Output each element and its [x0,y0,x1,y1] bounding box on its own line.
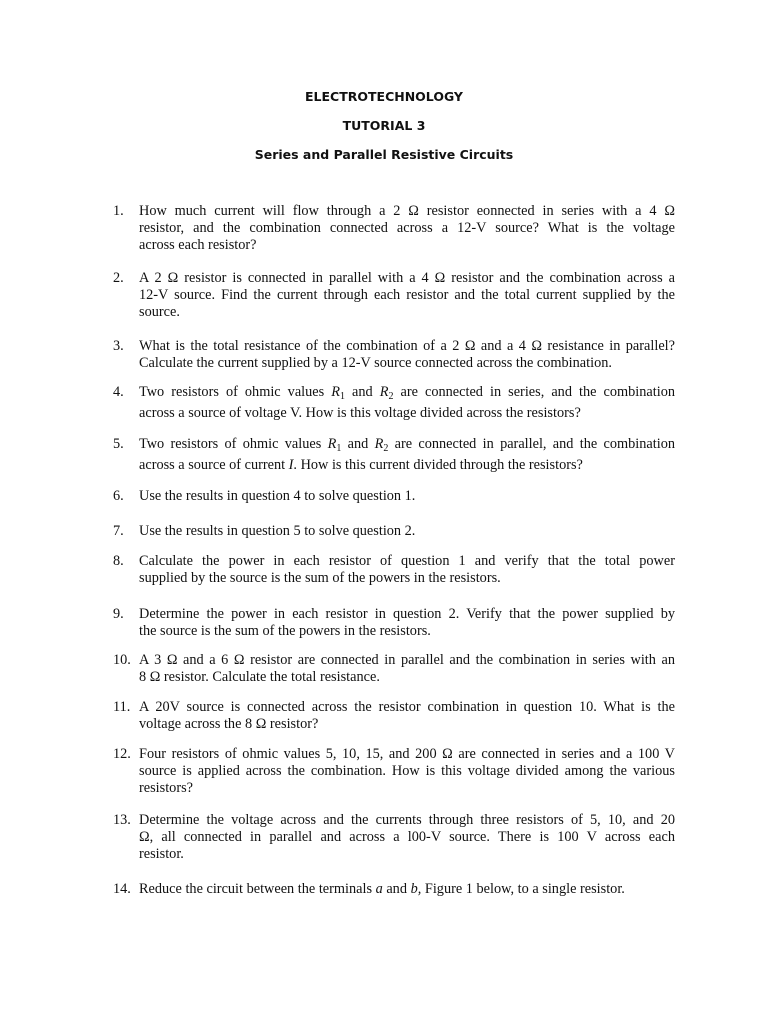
question-line: Use the results in question 5 to solve question 2. [139,523,416,539]
question-line: source is applied across the combination. How is this voltage divided among the various [139,763,675,779]
question-line: Four resistors of ohmic values 5, 10, 15, and 200 Ω are connected in series and a 100 V [139,746,675,762]
question-line [139,384,675,405]
question-line: A 2 Ω resistor is connected in parallel with a 4 Ω resistor and the combination across a [139,270,675,286]
question-text: are connected in parallel, and the combination [388,436,676,452]
question-number: 13. [113,812,131,828]
question-line [139,457,675,474]
question-4 [113,384,675,422]
question-line: Ω, all connected in parallel and across a l00-V source. There is 100 V across each [139,829,675,845]
question-line: resistors? [139,780,193,796]
question-text: Figure 1 below, to a single resistor. [421,881,625,897]
question-number: 1. [113,203,124,219]
question-number: 5. [113,436,124,452]
question-number: 6. [113,488,124,504]
current-symbol: I [288,457,294,473]
document-subtitle: TUTORIAL 3 [342,118,426,133]
terminal-a-label: a [375,881,383,897]
question-line: How much current will flow through a 2 Ω resistor eonnected in series with a 4 Ω [139,203,675,219]
question-line: Determine the voltage across and the currents through three resistors of 5, 10, and 20 [139,812,675,828]
question-text: are connected in series, and the combination [393,384,675,400]
question-number: 3. [113,338,124,354]
question-line: Determine the power in each resistor in question 2. Verify that the power supplied by [139,606,675,622]
question-number: 4. [113,384,124,400]
question-line: across each resistor? [139,237,257,253]
question-number: 14. [113,881,131,897]
question-text: across a source of current [139,457,289,473]
question-line: A 20V source is connected across the resistor combination in question 10. What is the [139,699,675,715]
question-line: resistor. [139,846,184,862]
question-1 [113,203,675,254]
question-3 [113,338,675,372]
question-11 [113,699,675,733]
question-12 [113,746,675,797]
question-line: Calculate the current supplied by a 12-V source connected across the combination. [139,355,612,371]
question-number: 9. [113,606,124,622]
document-topic: Series and Parallel Resistive Circuits [254,147,514,162]
question-number: 8. [113,553,124,569]
question-text: and [382,881,411,897]
question-line: Use the results in question 4 to solve question 1. [139,488,416,504]
question-line [139,436,675,457]
question-number: 7. [113,523,124,539]
question-text: Reduce the circuit between the terminals [139,881,376,897]
question-9 [113,606,675,640]
question-line: supplied by the source is the sum of the powers in the resistors. [139,570,501,586]
question-line: 8 Ω resistor. Calculate the total resistance. [139,669,380,685]
question-line: voltage across the 8 Ω resistor? [139,716,319,732]
question-number: 12. [113,746,131,762]
terminal-b-label: b, [410,881,422,897]
question-14 [113,881,675,898]
question-line: resistor, and the combination connected across a 12-V source? What is the voltage [139,220,675,236]
question-text: and [344,384,380,400]
question-line: Calculate the power in each resistor of question 1 and verify that the total power [139,553,675,569]
question-text: Two resistors of ohmic values [139,436,328,452]
question-2 [113,270,675,321]
question-7 [113,523,675,540]
resistor-symbol-r2: $R_2$ [374,436,389,454]
question-line: 12-V source. Find the current through each resistor and the total current supplied by the [139,287,675,303]
question-line [139,881,675,898]
question-5 [113,436,675,474]
resistor-symbol-r1: $R_1$ [331,384,345,402]
question-number: 10. [113,652,131,668]
question-text: Two resistors of ohmic values [139,384,332,400]
question-line: across a source of voltage V. How is this voltage divided across the resistors? [139,405,581,421]
question-number: 11. [113,699,131,715]
question-13 [113,812,675,863]
question-10 [113,652,675,686]
question-text: . How is this current divided through the resistors? [293,457,583,473]
question-8 [113,553,675,587]
question-6 [113,488,675,505]
question-line: What is the total resistance of the combination of a 2 Ω and a 4 Ω resistance in parallel? [139,338,675,354]
question-line: A 3 Ω and a 6 Ω resistor are connected in parallel and the combination in series with an [139,652,675,668]
document-title: ELECTROTECHNOLOGY [305,89,463,104]
resistor-symbol-r2: $R_2$ [379,384,394,402]
question-number: 2. [113,270,124,286]
question-text: and [341,436,375,452]
question-line: source. [139,304,180,320]
question-line: the source is the sum of the powers in the resistors. [139,623,431,639]
resistor-symbol-r1: $R_1$ [327,436,342,454]
